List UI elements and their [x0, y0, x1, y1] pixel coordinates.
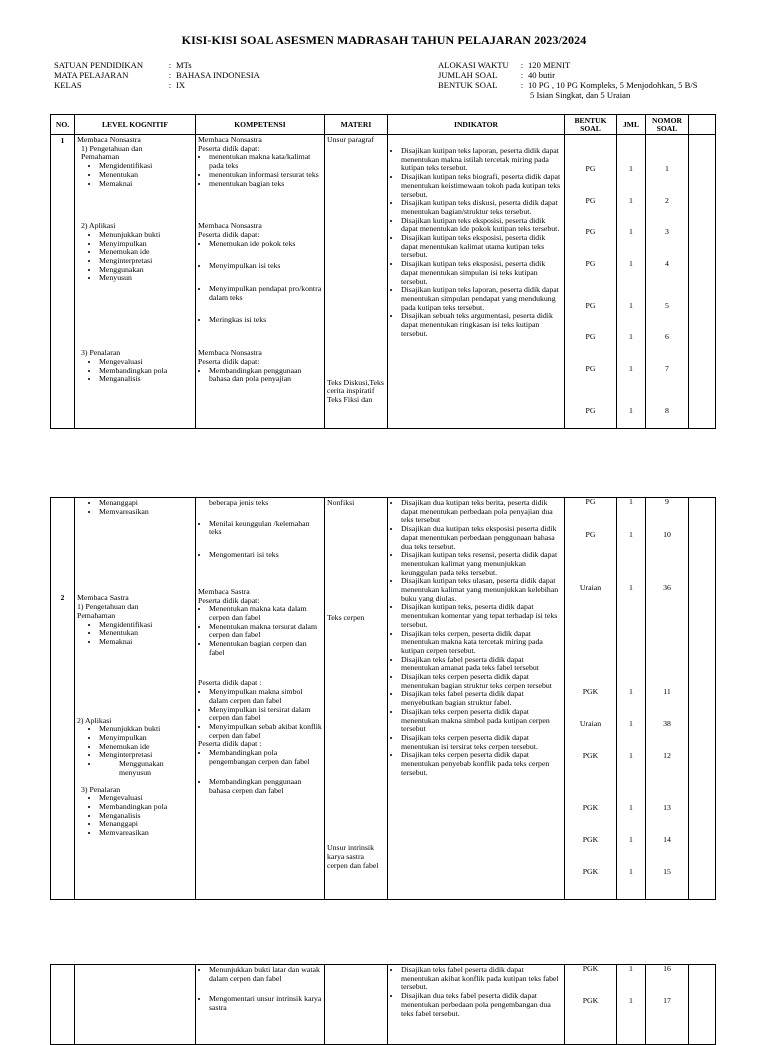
level-head: Membaca Nonsastra: [77, 135, 141, 144]
jml-value: 1: [629, 835, 633, 844]
table-row: [51, 965, 716, 1045]
jml-value: 1: [629, 332, 633, 341]
indikator-list: [390, 499, 562, 778]
nomor-value: 13: [663, 803, 671, 812]
list-item: • Menyimpulkan: [99, 240, 193, 249]
nomor-value: 4: [665, 259, 669, 268]
list-item: • Disajikan kutipan teks eksposisi, peserta didik dapat menentukan simpulan isi teks kutipan tersebut.: [401, 260, 562, 286]
jml-value: 1: [629, 196, 633, 205]
meta-label: KELAS: [54, 80, 82, 90]
level-list: [77, 231, 193, 283]
indikator-cell: [388, 498, 565, 900]
indikator-list: [390, 147, 562, 338]
komp-sub: Peserta didik dapat :: [198, 678, 262, 688]
meta-colon: :: [168, 70, 172, 80]
level-list: [77, 499, 193, 516]
level-list: [77, 621, 193, 647]
meta-colon: :: [168, 80, 172, 90]
meta-value: 120 MENIT: [528, 60, 571, 70]
jml-value: 1: [629, 719, 633, 728]
list-item: • Membandingkan pola: [99, 803, 193, 812]
list-item: • Disajikan kutipan teks laporan, peserta didik dapat menentukan makna istilah tercetak miring pada kutipan teks tersebut.: [401, 147, 562, 173]
list-item: • Memvareasikan: [99, 508, 193, 517]
list-item: • Menanggapi: [99, 499, 193, 508]
jml-cell: [617, 498, 646, 900]
komp-sub: Peserta didik dapat:: [198, 595, 260, 605]
list-item: • Mengidentifikasi: [99, 162, 193, 171]
list-item: • Disajikan teks fabel peserta didik dapat menentukan amanat pada teks fabel tersebut: [401, 656, 562, 673]
list-item: • menentukan informasi tersurat teks: [209, 171, 322, 180]
bentuk-value: PG: [585, 227, 596, 236]
list-item: • Menginterpretasi: [99, 257, 193, 266]
jml-value: 1: [629, 259, 633, 268]
meta-row-bentuk: [438, 80, 698, 90]
bentuk-value: PGK: [582, 964, 599, 973]
list-item: • Mengomentari unsur intrinsik karya sastra: [209, 995, 322, 1012]
jml-value: 1: [629, 227, 633, 236]
extra-cell: [689, 965, 716, 1045]
bentuk-cell: [565, 498, 617, 900]
indikator-cell: [388, 965, 565, 1045]
list-item: • Menunjukkan bukti latar dan watak dalam cerpen dan fabel: [209, 966, 322, 983]
bentuk-value: PG: [585, 364, 596, 373]
table-row: [51, 135, 716, 429]
list-item: • Menunjukkan bukti: [99, 725, 193, 734]
meta-row-mapel: [54, 70, 260, 80]
list-item: • Disajikan teks cerpen, peserta didik dapat menentukan makna kata tercetak miring pada kutipan cerpen tersebut.: [401, 630, 562, 656]
komp-head: Membaca Nonsastra: [198, 221, 262, 231]
materi-text: Unsur paragraf: [327, 135, 374, 144]
meta-colon: :: [520, 60, 524, 70]
jml-value: 1: [629, 751, 633, 760]
jml-value: 1: [629, 364, 633, 373]
nomor-value: 2: [665, 196, 669, 205]
list-item: • Memaknai: [99, 638, 193, 647]
document-title: KISI-KISI SOAL ASESMEN MADRASAH TAHUN PELAJARAN 2023/2024: [181, 33, 587, 47]
list-item: • Mengevaluasi: [99, 794, 193, 803]
list-item: • Disajikan kutipan teks eksposisi, peserta didik dapat menentukan ide pokok kutipan teks tersebut.: [401, 217, 562, 234]
meta-row-satuan: [54, 60, 260, 70]
bentuk-value: PG: [585, 332, 596, 341]
meta-row-bentuk-2: [438, 90, 698, 100]
nomor-cell: [646, 498, 689, 900]
list-item: • Disajikan dua kutipan teks eksposisi peserta didik dapat menentukan perbedaan penggunaan bahasa dua teks tersebut.: [401, 525, 562, 551]
level-head: Membaca Sastra: [77, 593, 129, 603]
list-item: • Membandingkan pola pengembangan cerpen dan fabel: [209, 749, 322, 766]
nomor-value: 14: [663, 835, 671, 844]
list-item: • menentukan makna kata/kalimat pada teks: [209, 153, 322, 170]
bentuk-value: PGK: [582, 835, 599, 844]
nomor-value: 15: [663, 867, 671, 876]
header-kompetensi: KOMPETENSI: [196, 115, 325, 135]
bentuk-cell: [565, 135, 617, 429]
list-item: • Memaknai: [99, 180, 193, 189]
jml-value: 1: [629, 406, 633, 415]
list-item: • Membandingkan pola: [99, 367, 193, 376]
nomor-cell: [646, 965, 689, 1045]
kisi-table-page-3: [50, 964, 716, 1045]
bentuk-value: PGK: [582, 687, 599, 696]
bentuk-value: PGK: [582, 996, 599, 1005]
list-item: • Membandingkan penggunaan bahasa cerpen dan fabel: [209, 778, 322, 795]
list-item: • menentukan bagian teks: [209, 180, 322, 189]
kisi-table-page-2: [50, 497, 716, 900]
list-item: • Menentukan: [99, 171, 193, 180]
meta-value-2: 5 Isian Singkat, dan 5 Uraian: [530, 90, 631, 100]
materi-cell: [325, 965, 388, 1045]
list-item: • Disajikan sebuah teks argumentasi, peserta didik dapat menentukan ringkasan isi teks kutipan tersebut.: [401, 312, 562, 338]
list-item: • Disajikan dua teks fabel peserta didik dapat menentukan perbedaan pola pengembangan dua teks fabel tersebut.: [401, 992, 562, 1018]
nomor-value: 12: [663, 751, 671, 760]
bentuk-value: PG: [585, 406, 596, 415]
header-no: NO.: [51, 115, 75, 135]
jml-cell: [617, 135, 646, 429]
jml-value: 1: [629, 530, 633, 539]
list-item: • Menyimpulkan: [99, 734, 193, 743]
level-group: 3) Penalaran: [81, 348, 121, 358]
level-group: 3) Penalaran: [81, 784, 121, 794]
bentuk-value: Uraian: [579, 583, 602, 592]
level-list: [77, 358, 193, 384]
list-item: • Menanggapi: [99, 820, 193, 829]
level-group: 2) Aplikasi: [81, 221, 116, 231]
list-item: • Menyimpulkan pendapat pro/kontra dalam teks: [209, 285, 322, 302]
list-item: • Mengevaluasi: [99, 358, 193, 367]
list-item: • Memvareasikan: [99, 829, 193, 838]
materi-text: Nonfiksi: [327, 498, 355, 507]
materi-text: Unsur intrinsik karya sastra cerpen dan fabel: [327, 843, 379, 870]
komp-list: [198, 153, 322, 188]
bentuk-value: PG: [585, 196, 596, 205]
komp-list: [198, 520, 322, 560]
list-item: • Disajikan kutipan teks diskusi, peserta didik dapat menentukan bagian/struktur teks tersebut.: [401, 199, 562, 216]
materi-text: Teks Diskusi,Teks cerita inspiratif Teks Fiksi dan: [327, 377, 384, 405]
list-item: • Meringkas isi teks: [209, 316, 322, 325]
nomor-value: 6: [665, 332, 669, 341]
jml-value: 1: [629, 687, 633, 696]
komp-sub: Peserta didik dapat:: [198, 143, 260, 153]
extra-cell: [689, 135, 716, 429]
table-row: [51, 498, 716, 900]
level-cell: [75, 965, 196, 1045]
komp-sub: Peserta didik dapat :: [198, 739, 262, 749]
list-item: • Menentukan: [99, 629, 193, 638]
level-list: [77, 162, 193, 188]
nomor-value: 1: [665, 164, 669, 173]
komp-list: [198, 688, 322, 740]
nomor-value: 10: [663, 530, 671, 539]
list-item: • Menyimpulkan isi teks: [209, 262, 322, 271]
list-item: • Menyimpulkan isi tersirat dalam cerpen dan fabel: [209, 706, 322, 723]
header-extra: [689, 115, 716, 135]
list-item: • Disajikan teks cerpen peserta didik dapat menentukan makna simbol pada kutipan cerpen tersebut: [401, 708, 562, 734]
komp-list: [198, 966, 322, 1013]
meta-row-jumlah: [438, 70, 698, 80]
nomor-value: 38: [663, 719, 671, 728]
meta-value: 10 PG , 10 PG Kompleks, 5 Menjodohkan, 5 B/S: [528, 80, 698, 90]
list-item: • Disajikan kutipan teks laporan, peserta didik dapat menentukan simpulan pendapat yang mendukung pada kutipan teks tersebut.: [401, 286, 562, 312]
list-item: • Disajikan kutipan teks ulasan, peserta didik dapat menentukan kalimat yang menunjukkan kelebihan buku yang diulas.: [401, 577, 562, 603]
list-item: • Menyimpulkan sebab akibat konflik cerpen dan fabel: [209, 723, 322, 740]
header-nomor: NOMOR SOAL: [646, 115, 689, 135]
jml-value: 1: [629, 996, 633, 1005]
header-jml: JML: [617, 115, 646, 135]
list-item: • Menggunakan menyusun: [99, 760, 179, 777]
level-group: 1) Pengetahuan dan Pemahaman: [81, 143, 143, 162]
jml-value: 1: [629, 803, 633, 812]
list-item: • Disajikan teks cerpen peserta didik dapat menentukan bagian struktur teks cerpen tersebut: [401, 673, 562, 690]
row-number: 1: [51, 135, 75, 429]
komp-list: [198, 605, 322, 657]
row-number-cell: [51, 965, 75, 1045]
kisi-table-page-1: [50, 114, 716, 429]
meta-label: SATUAN PENDIDIKAN: [54, 60, 144, 70]
komp-list: [198, 240, 322, 326]
komp-sub: Peserta didik dapat:: [198, 229, 260, 239]
meta-value: IX: [176, 80, 186, 90]
bentuk-cell: [565, 965, 617, 1045]
meta-row-kelas: [54, 80, 260, 90]
extra-cell: [689, 498, 716, 900]
level-list: [77, 794, 193, 838]
jml-value: 1: [629, 301, 633, 310]
list-item: • Menentukan bagian cerpen dan fabel: [209, 640, 322, 657]
list-item: • Mengomentari isi teks: [209, 551, 322, 560]
meta-right: [438, 60, 698, 100]
level-list: [77, 725, 193, 777]
nomor-value: 17: [663, 996, 671, 1005]
meta-label: MATA PELAJARAN: [54, 70, 129, 80]
level-group: 1) Pengetahuan dan Pemahaman: [77, 602, 139, 620]
list-item: • Disajikan teks cerpen peserta didik dapat menentukan penyebab konflik pada teks cerpen tersebut.: [401, 751, 562, 777]
header-materi: MATERI: [325, 115, 388, 135]
row-number: 2: [60, 593, 65, 602]
jml-value: 1: [629, 867, 633, 876]
meta-colon: :: [168, 60, 172, 70]
list-item: • Menilai keunggulan /kelemahan teks: [209, 520, 322, 537]
row-number-cell: [51, 498, 75, 900]
meta-label: JUMLAH SOAL: [438, 70, 498, 80]
list-item: • Disajikan teks fabel peserta didik dapat menyebutkan bagian struktur fabel.: [401, 690, 562, 707]
list-item: • Mengidentifikasi: [99, 621, 193, 630]
list-item: • Menganalisis: [99, 812, 193, 821]
bentuk-value: PG: [585, 497, 596, 506]
level-cell: [75, 498, 196, 900]
meta-label: BENTUK SOAL: [438, 80, 498, 90]
jml-value: 1: [629, 497, 633, 506]
meta-label: ALOKASI WAKTU: [438, 60, 509, 70]
indikator-cell: [388, 135, 565, 429]
list-item: • Disajikan kutipan teks resensi, peserta didik dapat menentukan kalimat yang menunjukkan keunggulan pada teks tersebut.: [401, 551, 562, 577]
bentuk-value: PGK: [582, 751, 599, 760]
list-item: • Menyusun: [99, 274, 193, 283]
list-item: • Menemukan ide: [99, 248, 193, 257]
bentuk-value: PG: [585, 164, 596, 173]
nomor-value: 8: [665, 406, 669, 415]
nomor-value: 36: [663, 583, 671, 592]
list-item: • Disajikan dua kutipan teks berita, peserta didik dapat menentukan perbedaan pola penyajian dua teks tersebut: [401, 499, 562, 525]
list-item: • Disajikan kutipan teks, peserta didik dapat menentukan komentar yang tepat terhadap isi teks tersebut.: [401, 603, 562, 629]
jml-cell: [617, 965, 646, 1045]
nomor-cell: [646, 135, 689, 429]
header-indikator: INDIKATOR: [388, 115, 565, 135]
kompetensi-cell: [196, 498, 325, 900]
komp-head: Membaca Nonsastra: [198, 135, 262, 144]
meta-value: MTs: [176, 60, 192, 70]
kompetensi-cell: [196, 135, 325, 429]
bentuk-value: PGK: [582, 803, 599, 812]
nomor-value: 3: [665, 227, 669, 236]
list-item: • Menggunakan: [99, 266, 193, 275]
materi-cell: [325, 498, 388, 900]
meta-colon: :: [520, 80, 524, 90]
meta-value: BAHASA INDONESIA: [176, 70, 260, 80]
jml-value: 1: [629, 583, 633, 592]
list-item: • Menemukan ide: [99, 743, 193, 752]
meta-row-alokasi: [438, 60, 698, 70]
nomor-value: 7: [665, 364, 669, 373]
jml-value: 1: [629, 164, 633, 173]
list-item: • Menemukan ide pokok teks: [209, 240, 322, 249]
bentuk-value: PG: [585, 530, 596, 539]
indikator-list: [390, 966, 562, 1018]
nomor-value: 11: [663, 687, 671, 696]
table-header-row: [51, 115, 716, 135]
materi-cell: [325, 135, 388, 429]
list-item: • Disajikan teks cerpen peserta didik dapat menentukan isi tersirat teks cerpen tersebut.: [401, 734, 562, 751]
komp-list: [198, 749, 322, 796]
level-group: 2) Aplikasi: [77, 715, 112, 725]
level-cell: [75, 135, 196, 429]
komp-head: Membaca Nonsastra: [198, 348, 262, 358]
komp-head: Membaca Sastra: [198, 586, 250, 596]
header-bentuk: BENTUK SOAL: [565, 115, 617, 135]
list-item: • Disajikan kutipan teks eksposisi, peserta didik dapat menentukan kalimat utama kutipan teks tersebut.: [401, 234, 562, 260]
list-item: • Disajikan kutipan teks biografi, peserta didik dapat menentukan keistimewaan tokoh pada kutipan teks tersebut.: [401, 173, 562, 199]
meta-value: 40 butir: [528, 70, 555, 80]
list-item: • Disajikan teks fabel peserta didik dapat menentukan akibat konflik pada kutipan teks fabel tersebut.: [401, 966, 562, 992]
meta-left: [54, 60, 260, 90]
kompetensi-cell: [196, 965, 325, 1045]
list-item: • Menginterpretasi: [99, 751, 193, 760]
bentuk-value: Uraian: [579, 719, 602, 728]
jml-value: 1: [629, 964, 633, 973]
list-item: • Menentukan makna tersurat dalam cerpen dan fabel: [209, 623, 322, 640]
materi-text: Teks cerpen: [327, 612, 365, 622]
bentuk-value: PG: [585, 259, 596, 268]
header-level: LEVEL KOGNITIF: [75, 115, 196, 135]
meta-colon: :: [520, 70, 524, 80]
komp-text: beberapa jenis teks: [209, 498, 269, 507]
list-item: • Membandingkan penggunaan bahasa dan pola penyajian: [209, 367, 322, 384]
list-item: • Menyimpulkan makna simbol dalam cerpen dan fabel: [209, 688, 322, 705]
komp-list: [198, 367, 322, 384]
komp-sub: Peserta didik dapat:: [198, 356, 260, 366]
nomor-value: 9: [665, 497, 669, 506]
bentuk-value: PG: [585, 301, 596, 310]
list-item: • Menentukan makna kata dalam cerpen dan fabel: [209, 605, 322, 622]
bentuk-value: PGK: [582, 867, 599, 876]
list-item: • Menganalisis: [99, 375, 193, 384]
nomor-value: 16: [663, 964, 671, 973]
list-item: • Menunjukkan bukti: [99, 231, 193, 240]
nomor-value: 5: [665, 301, 669, 310]
